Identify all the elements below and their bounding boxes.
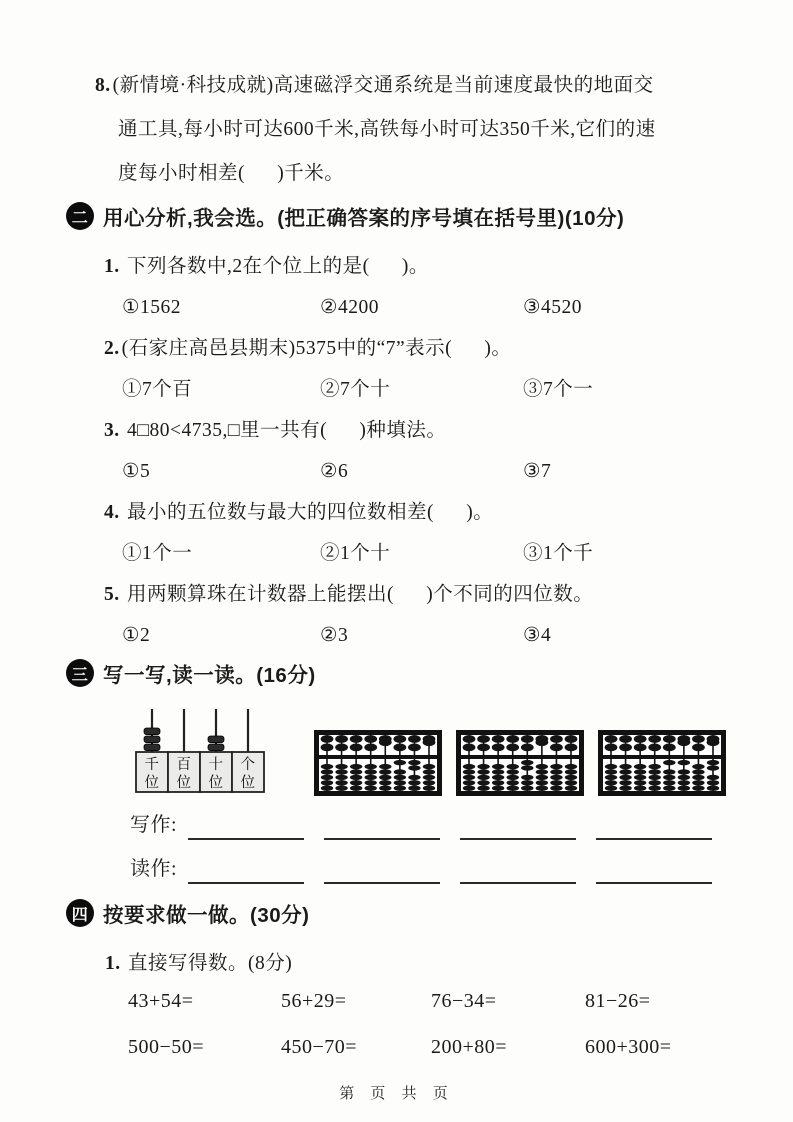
- option[interactable]: ③1个千: [523, 543, 594, 564]
- math-problem: 450−70=: [281, 1036, 358, 1058]
- question-text: 最小的五位数与最大的四位数相差( )。: [121, 502, 494, 523]
- question-text: 用两颗算珠在计数器上能摆出( )个不同的四位数。: [121, 584, 594, 605]
- answer-blank[interactable]: [460, 854, 576, 884]
- question-8: [95, 64, 743, 196]
- abacus-image: [598, 730, 726, 796]
- question-8-number: 8.: [95, 75, 111, 96]
- choice-question: [104, 574, 760, 656]
- section-2-title: 用心分析,我会选。(把正确答案的序号填在括号里)(10分): [103, 207, 625, 230]
- section-3-images: [128, 704, 726, 796]
- option[interactable]: ①2: [122, 625, 151, 646]
- answer-blank[interactable]: [188, 810, 304, 840]
- question-number: 3.: [104, 420, 120, 441]
- options-row: [104, 533, 760, 574]
- place-value-counter-image: [128, 704, 274, 796]
- section-2-header: [66, 201, 624, 231]
- option[interactable]: ②3: [320, 625, 349, 646]
- answer-blank[interactable]: [324, 810, 440, 840]
- section-4-marker-icon: 四: [66, 899, 94, 927]
- answer-blank[interactable]: [324, 854, 440, 884]
- svg-text:位: 位: [144, 775, 160, 791]
- math-problem: 200+80=: [431, 1036, 508, 1058]
- svg-text:位: 位: [240, 775, 256, 791]
- math-problem: 600+300=: [585, 1036, 672, 1058]
- math-problem: 43+54=: [128, 990, 194, 1012]
- math-problem: 76−34=: [431, 990, 497, 1012]
- option[interactable]: ①1个一: [122, 543, 193, 564]
- svg-text:千: 千: [144, 757, 160, 773]
- question-8-line-2: 通工具,每小时可达600千米,高铁每小时可达350千米,它们的速: [118, 119, 656, 140]
- choice-question: [104, 328, 760, 410]
- section-2-questions: [104, 246, 760, 656]
- options-row: [104, 287, 760, 328]
- option[interactable]: ③7: [523, 461, 552, 482]
- write-row: [130, 806, 712, 840]
- math-problem: 500−50=: [128, 1036, 205, 1058]
- options-row: [104, 451, 760, 492]
- question-stem: [104, 492, 760, 533]
- option[interactable]: ②1个十: [320, 543, 391, 564]
- math-problems: [128, 978, 748, 1070]
- question-text: 下列各数中,2在个位上的是( )。: [121, 256, 429, 277]
- option[interactable]: ②6: [320, 461, 349, 482]
- svg-text:百: 百: [176, 757, 192, 773]
- question-number: 5.: [104, 584, 120, 605]
- read-row: [130, 850, 712, 884]
- answer-blank[interactable]: [596, 854, 712, 884]
- question-8-line-1: [95, 64, 743, 108]
- choice-question: [104, 410, 760, 492]
- subquestion-text: 直接写得数。(8分): [122, 953, 293, 974]
- question-stem: [104, 246, 760, 287]
- section-4-title: 按要求做一做。(30分): [103, 904, 310, 927]
- choice-question: [104, 492, 760, 574]
- option[interactable]: ③4: [523, 625, 552, 646]
- section-3-header: [66, 658, 316, 688]
- question-number: 4.: [104, 502, 120, 523]
- choice-question: [104, 246, 760, 328]
- question-stem: [104, 574, 760, 615]
- subquestion-number: 1.: [105, 953, 121, 974]
- question-8-line-3: 度每小时相差( )千米。: [118, 163, 345, 184]
- question-8-text: (新情境·科技成就)高速磁浮交通系统是当前速度最快的地面交: [112, 75, 654, 96]
- question-text: (石家庄高邑县期末)5375中的“7”表示( )。: [121, 338, 512, 359]
- answer-blank[interactable]: [596, 810, 712, 840]
- answer-blank[interactable]: [188, 854, 304, 884]
- question-text: 4□80<4735,□里一共有( )种填法。: [121, 420, 447, 441]
- option[interactable]: ②7个十: [320, 379, 391, 400]
- svg-text:个: 个: [240, 757, 256, 773]
- page-footer: 第 页 共 页: [339, 1085, 454, 1102]
- math-problem: 56+29=: [281, 990, 347, 1012]
- section-3-marker-icon: 三: [66, 659, 94, 687]
- option[interactable]: ③7个一: [523, 379, 594, 400]
- section-3-title: 写一写,读一读。(16分): [103, 664, 316, 687]
- option[interactable]: ②4200: [320, 297, 379, 318]
- svg-text:位: 位: [176, 775, 192, 791]
- abacus-image: [314, 730, 442, 796]
- question-stem: [104, 328, 760, 369]
- question-number: 2.: [104, 338, 120, 359]
- write-label: 写作:: [130, 814, 178, 836]
- svg-text:位: 位: [208, 775, 224, 791]
- question-stem: [104, 410, 760, 451]
- abacus-image: [456, 730, 584, 796]
- section-2-marker-icon: 二: [66, 202, 94, 230]
- math-problem: 81−26=: [585, 990, 651, 1012]
- option[interactable]: ①7个百: [122, 379, 193, 400]
- svg-text:十: 十: [208, 757, 224, 773]
- options-row: [104, 615, 760, 656]
- option[interactable]: ①5: [122, 461, 151, 482]
- option[interactable]: ①1562: [122, 297, 181, 318]
- section-4-header: [66, 898, 309, 928]
- answer-blank[interactable]: [460, 810, 576, 840]
- question-number: 1.: [104, 256, 120, 277]
- read-label: 读作:: [130, 858, 178, 880]
- option[interactable]: ③4520: [523, 297, 582, 318]
- options-row: [104, 369, 760, 410]
